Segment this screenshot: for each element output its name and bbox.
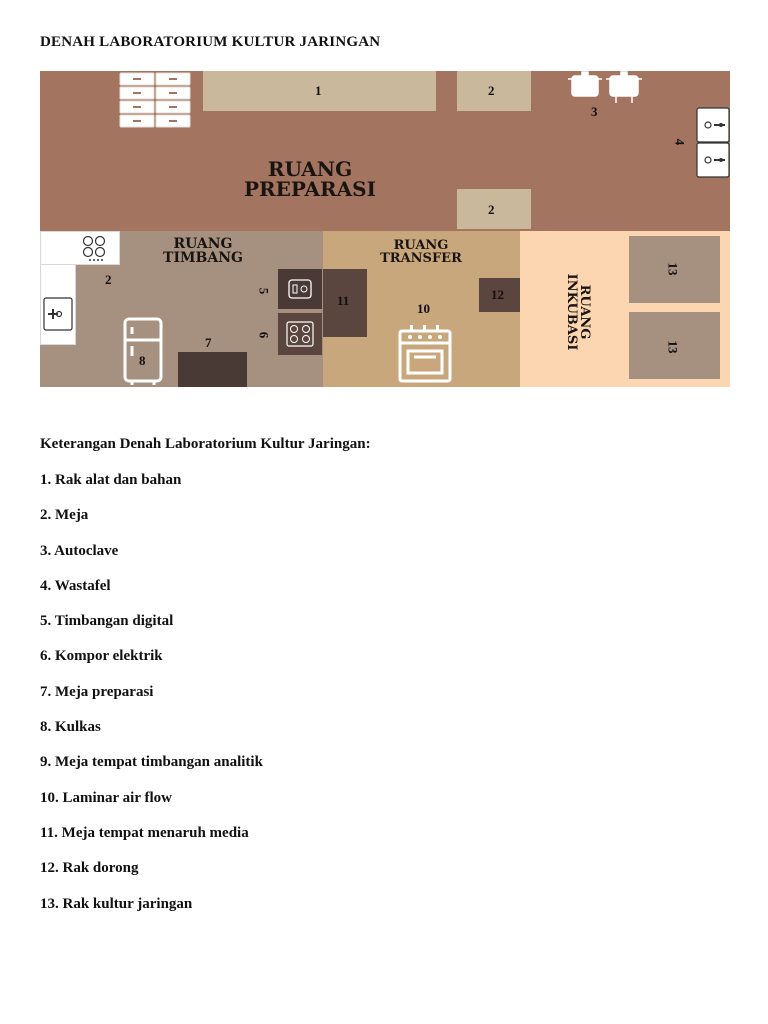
legend-item: 6. Kompor elektrik [40,648,163,665]
room-label-transfer-line1: RUANG [393,238,449,253]
legend-list [40,471,263,930]
label-8: 8 [139,353,146,368]
preparation-table [178,352,247,387]
label-4: 4 [672,138,688,146]
legend-title: Keterangan Denah Laboratorium Kultur Jaringan: [40,436,371,452]
room-label-preparasi-line1: RUANG [267,157,353,181]
floor-plan [40,71,730,387]
room-label-inkubasi [565,252,591,372]
page-title: DENAH LABORATORIUM KULTUR JARINGAN [40,34,381,50]
label-7: 7 [205,335,212,350]
label-2-top: 2 [488,83,495,98]
autoclave-icon [566,71,644,105]
room-label-inkubasi-line1: RUANG [577,284,592,340]
legend-item: 4. Wastafel [40,577,111,594]
laminar-air-flow-icon [396,321,454,385]
legend-item: 2. Meja [40,507,89,524]
label-11: 11 [337,293,350,308]
room-label-timbang-line1: RUANG [173,236,233,252]
label-13-bottom: 13 [665,340,681,354]
room-label-preparasi [220,159,400,199]
drawer-cabinet-icon [118,71,194,131]
legend-item: 10. Laminar air flow [40,789,172,806]
label-3: 3 [591,104,598,119]
legend-item: 7. Meja preparasi [40,683,154,700]
room-label-inkubasi-line2: INKUBASI [564,273,579,351]
room-label-timbang [148,237,258,265]
sink-icon [696,107,730,179]
electric-stove-icon [286,321,314,347]
legend-item: 8. Kulkas [40,719,101,736]
room-label-preparasi-line2: PREPARASI [244,177,376,201]
fridge-icon [122,316,164,386]
label-13-top: 13 [665,262,681,276]
label-1: 1 [315,83,322,98]
label-6: 6 [256,331,272,339]
digital-scale-icon [288,279,312,299]
room-label-transfer-line2: TRANSFER [380,251,462,266]
legend-item: 11. Meja tempat menaruh media [40,824,249,841]
label-2-mid: 2 [488,202,495,217]
legend-item: 5. Timbangan digital [40,613,174,630]
label-2-timbang: 2 [105,272,112,287]
label-10: 10 [417,301,430,316]
small-sink-icon [43,297,73,331]
legend-item: 1. Rak alat dan bahan [40,472,182,488]
legend-item: 12. Rak dorong [40,860,139,877]
label-12: 12 [491,287,504,302]
legend-item: 13. Rak kultur jaringan [40,895,193,912]
legend-item: 3. Autoclave [40,542,119,559]
label-5: 5 [256,287,272,295]
room-label-transfer [365,239,477,265]
room-label-timbang-line2: TIMBANG [163,250,243,266]
legend-item: 9. Meja tempat timbangan analitik [40,754,263,771]
stove-top-icon [78,232,118,264]
